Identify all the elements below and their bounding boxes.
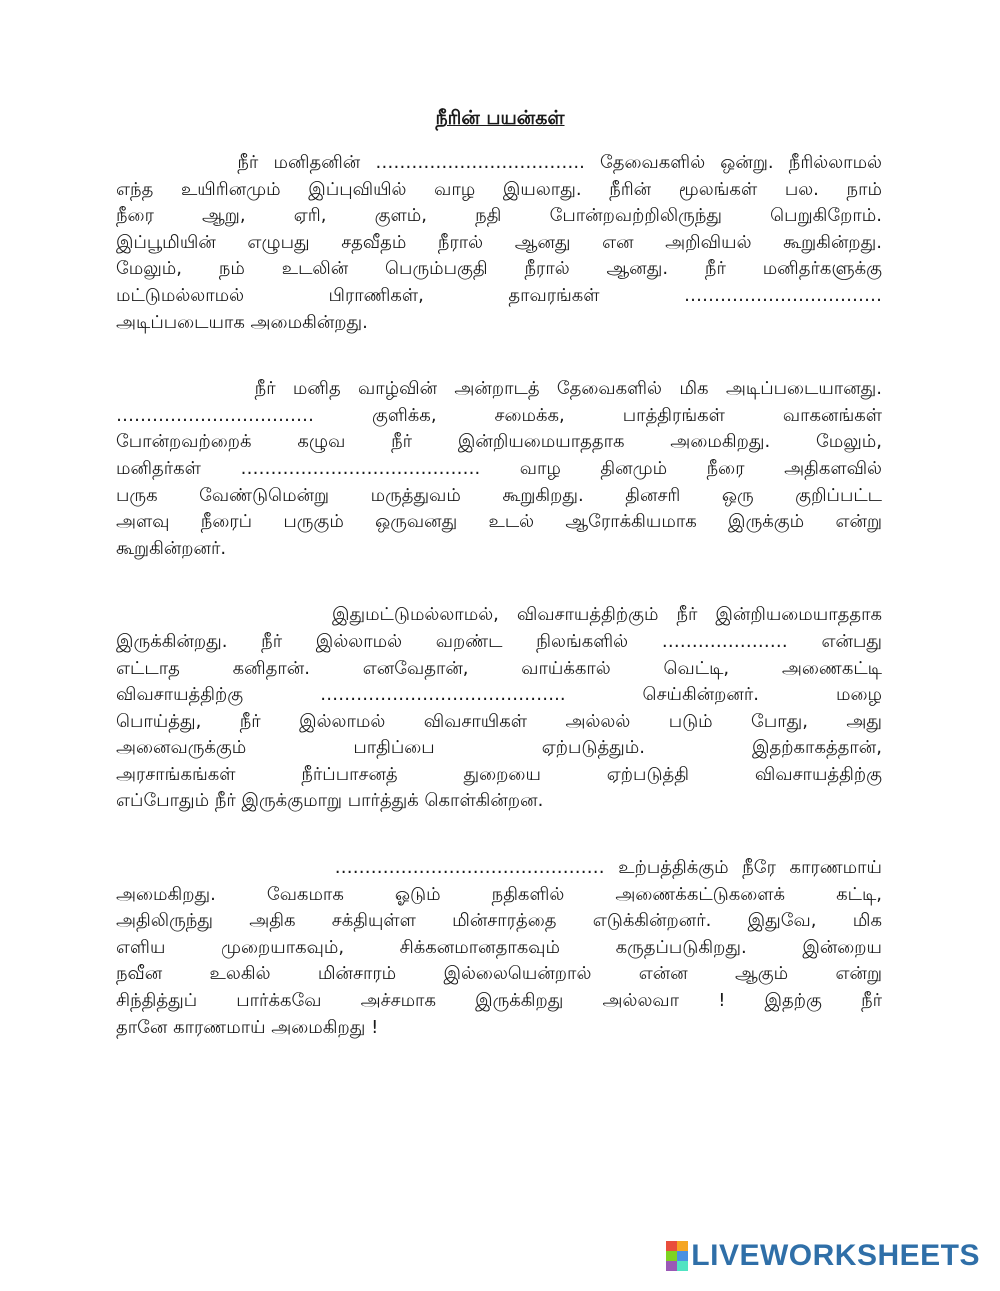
paragraph-line: …………………………… குளிக்க, சமைக்க, பாத்திரங்கள் வாகனங்கள் — [116, 404, 882, 426]
paragraph-4 — [116, 855, 882, 1041]
paragraph-line: மனிதர்கள் …………………………………. வாழ தினமும் நீரை அதிகளவில் — [116, 457, 882, 479]
paragraph-3 — [116, 602, 882, 815]
paragraph-line: நீரை ஆறு, ஏரி, குளம், நதி போன்றவற்றிலிருந்து பெறுகிறோம். — [116, 205, 882, 227]
logo-block — [677, 1241, 688, 1251]
paragraph-line: பருக வேண்டுமென்று மருத்துவம் கூறுகிறது. தினசரி ஒரு குறிப்பட்ட — [116, 484, 882, 506]
paragraph-line: இருக்கின்றது. நீர் இல்லாமல் வறண்ட நிலங்களில் ………………… என்பது — [116, 630, 882, 652]
paragraph-2 — [116, 376, 882, 562]
liveworksheets-logo-icon — [666, 1241, 688, 1271]
logo-block — [666, 1251, 677, 1261]
liveworksheets-watermark — [666, 1239, 980, 1273]
paragraph-line: எந்த உயிரினமும் இப்புவியில் வாழ இயலாது. நீரின் மூலங்கள் பல. நாம் — [116, 178, 882, 200]
paragraph-line: நீர் மனிதனின் …………………………….. தேவைகளில் ஒன்று. நீரில்லாமல் — [116, 152, 882, 173]
paragraph-line: அதிலிருந்து அதிக சக்தியுள்ள மின்சாரத்தை எடுக்கின்றனர். இதுவே, மிக — [116, 910, 882, 932]
logo-block — [677, 1251, 688, 1261]
paragraph-line: பொய்த்து, நீர் இல்லாமல் விவசாயிகள் அல்லல் படும் போது, அது — [116, 710, 882, 732]
paragraph-line: அரசாங்கங்கள் நீர்ப்பாசனத் துறையை ஏற்படுத்தி விவசாயத்திற்கு — [116, 763, 882, 785]
paragraph-line: அடிப்படையாக அமைகின்றது. — [116, 311, 368, 333]
paragraph-line: மட்டுமல்லாமல் பிராணிகள், தாவரங்கள் …………………………… — [116, 284, 882, 306]
paragraph-line: அனைவருக்கும் பாதிப்பை ஏற்படுத்தும். இதற்காகத்தான், — [116, 737, 882, 759]
paragraph-line: எப்போதும் நீர் இருக்குமாறு பார்த்துக் கொள்கின்றன. — [116, 790, 544, 812]
paragraph-line: சிந்தித்துப் பார்க்கவே அச்சமாக இருக்கிறது அல்லவா ! இதற்கு நீர் — [116, 990, 882, 1012]
paragraph-line: நவீன உலகில் மின்சாரம் இல்லையென்றால் என்ன ஆகும் என்று — [116, 963, 882, 985]
paragraph-line: நீர் மனித வாழ்வின் அன்றாடத் தேவைகளில் மிக அடிப்படையானது. — [116, 378, 882, 400]
paragraph-line: போன்றவற்றைக் கழுவ நீர் இன்றியமையாததாக அமைகிறது. மேலும், — [116, 431, 882, 453]
paragraph-line: ……………………………………… உற்பத்திக்கும் நீரே காரணமாய் — [116, 857, 882, 879]
paragraph-line: விவசாயத்திற்கு ………………………………….. செய்கின்றனர். மழை — [116, 684, 882, 706]
document-body — [116, 150, 882, 1041]
logo-block — [666, 1261, 677, 1271]
paragraph-line: தானே காரணமாய் அமைகிறது ! — [116, 1016, 379, 1038]
brand-name: LIVEWORKSHEETS — [691, 1239, 980, 1272]
page-title: நீரின் பயன்கள் — [435, 107, 565, 129]
paragraph-line: அமைகிறது. வேகமாக ஓடும் நதிகளில் அணைக்கட்டுகளைக் கட்டி, — [116, 883, 882, 905]
logo-block — [677, 1261, 688, 1271]
paragraph-line: எளிய முறையாகவும், சிக்கனமானதாகவும் கருதப்படுகிறது. இன்றைய — [116, 936, 882, 958]
paragraph-line: எட்டாத கனிதான். எனவேதான், வாய்க்கால் வெட்டி, அணைகட்டி — [116, 657, 882, 679]
paragraph-line: மேலும், நம் உடலின் பெரும்பகுதி நீரால் ஆனது. நீர் மனிதர்களுக்கு — [116, 258, 882, 280]
paragraph-line: இதுமட்டுமல்லாமல், விவசாயத்திற்கும் நீர் இன்றியமையாததாக — [116, 604, 882, 626]
paragraph-1 — [116, 150, 882, 336]
paragraph-line: கூறுகின்றனர். — [116, 537, 227, 559]
paragraph-line: இப்பூமியின் எழுபது சதவீதம் நீரால் ஆனது என அறிவியல் கூறுகின்றது. — [116, 231, 882, 253]
paragraph-line: அளவு நீரைப் பருகும் ஒருவனது உடல் ஆரோக்கியமாக இருக்கும் என்று — [116, 511, 882, 533]
logo-block — [666, 1241, 677, 1251]
